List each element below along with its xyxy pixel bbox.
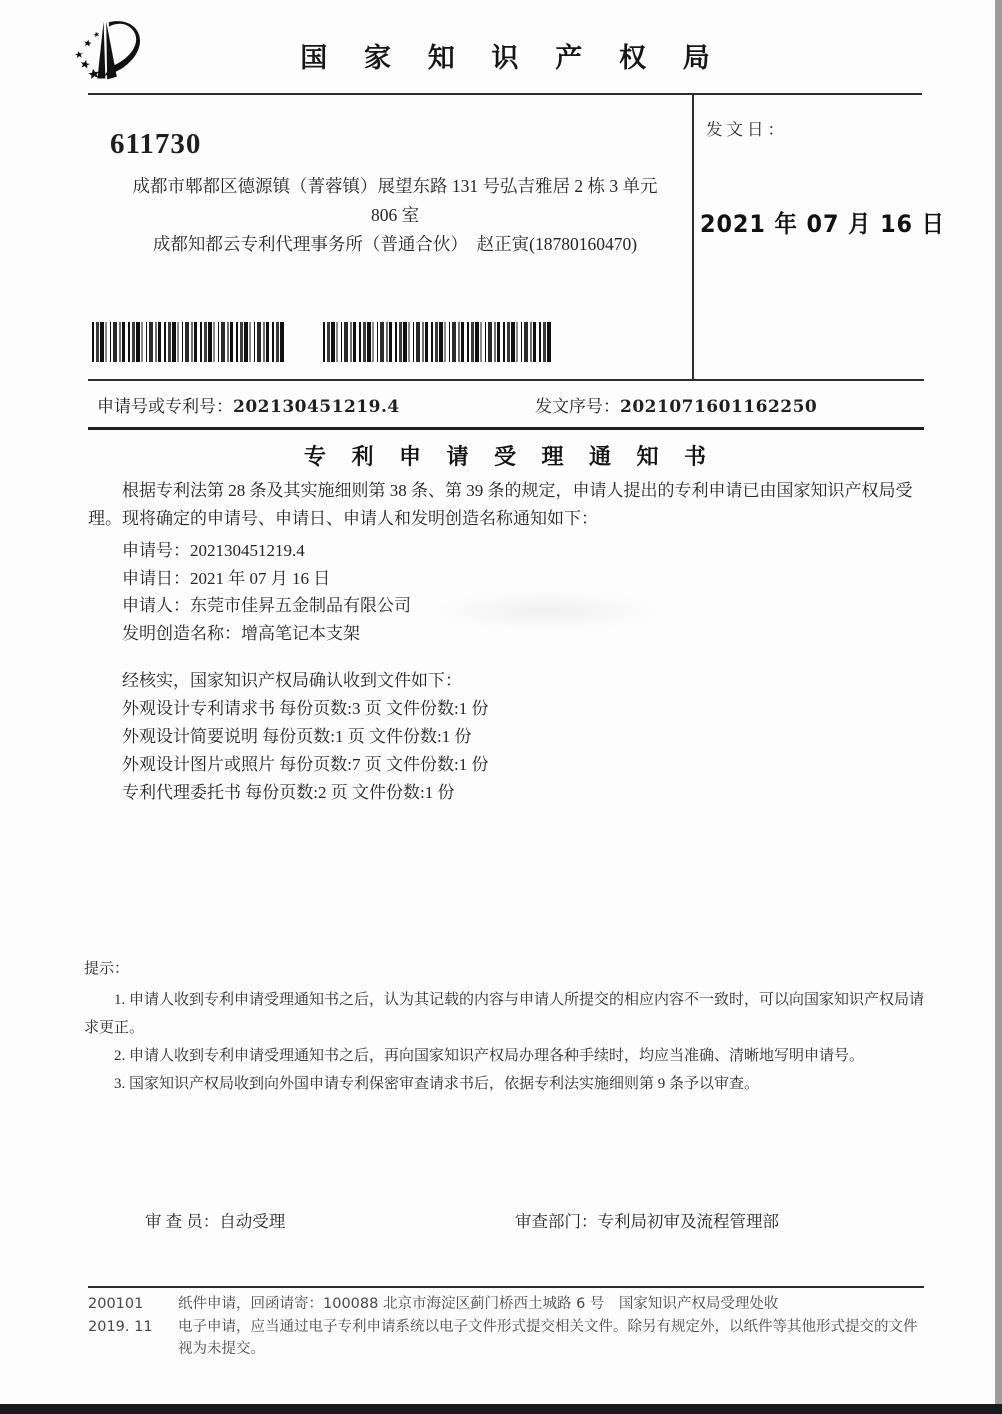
department-label: 审查部门：	[515, 1212, 598, 1231]
received-file-row: 专利代理委托书 每份页数:2 页 文件份数:1 份	[122, 783, 455, 802]
received-file-row: 外观设计专利请求书 每份页数:3 页 文件份数:1 份	[122, 699, 489, 718]
footer-efiling-line: 电子申请，应当通过电子专利申请系统以电子文件形式提交相关文件。除另有规定外，以纸件等其他形式提交的文件视为未提交。	[178, 1318, 918, 1357]
field-application-number	[122, 537, 411, 565]
scan-smudge	[432, 590, 662, 632]
agency-line: 成都知都云专利代理事务所（普通合伙） 赵正寅(18780160470)	[152, 234, 638, 254]
field-label: 申请号：	[122, 541, 190, 560]
scan-edge-right	[995, 0, 1002, 1414]
footer-instructions	[178, 1293, 926, 1361]
field-label: 申请人：	[122, 596, 190, 615]
tip-item-3: 3. 国家知识产权局收到向外国申请专利保密审查请求书后，依据专利法实施细则第 9 条予以审查。	[114, 1076, 760, 1092]
barcode-application	[92, 322, 284, 362]
department-row	[515, 1208, 779, 1232]
address-line-1: 成都市郫都区德源镇（菁蓉镇）展望东路 131 号弘吉雅居 2 栋 3 单元	[132, 176, 658, 196]
header-divider	[88, 93, 922, 95]
serial-number-value: 2021071601162250	[620, 397, 818, 417]
tips-heading: 提示：	[84, 961, 130, 977]
field-invention-title	[122, 620, 411, 648]
field-applicant	[122, 592, 411, 620]
scan-edge-bottom	[0, 1404, 1002, 1414]
field-value: 202130451219.4	[190, 541, 305, 560]
dispatch-date-label: 发文日：	[706, 120, 788, 139]
field-label: 申请日：	[122, 568, 190, 588]
field-application-date	[122, 565, 411, 593]
examiner-value: 自动受理	[219, 1212, 286, 1231]
barcode-divider	[88, 379, 924, 381]
notice-title: 专 利 申 请 受 理 通 知 书	[303, 444, 716, 469]
footer-paper-line: 纸件申请，回函请寄：100088 北京市海淀区蓟门桥西土城路 6 号 国家知识产权局受理处收	[178, 1296, 779, 1312]
notice-intro: 根据专利法第 28 条及其实施细则第 38 条、第 39 条的规定，申请人提出的专利申请已由国家知识产权局受理。现将确定的申请号、申请日、申请人和发明创造名称通知如下：	[88, 481, 913, 528]
department-value: 专利局初审及流程管理部	[597, 1212, 779, 1231]
received-file-row: 外观设计简要说明 每份页数:1 页 文件份数:1 份	[122, 727, 472, 746]
application-number-value: 202130451219.4	[233, 397, 400, 417]
footer-divider	[88, 1286, 924, 1288]
dispatch-date-value: 2021 年 07 月 16 日	[700, 210, 945, 238]
received-files-block	[122, 667, 488, 807]
field-value: 增高笔记本支架	[241, 623, 360, 643]
field-value: 2021 年 07 月 16 日	[190, 568, 331, 588]
received-heading: 经核实，国家知识产权局确认收到文件如下：	[122, 671, 462, 690]
postal-code: 611730	[110, 128, 202, 160]
tip-item-1: 1. 申请人收到专利申请受理通知书之后，认为其记载的内容与申请人所提交的相应内容不一致时，可以向国家知识产权局请求更正。	[84, 992, 925, 1036]
tips-section	[84, 957, 924, 1098]
form-code: 200101	[88, 1296, 144, 1312]
footer-form-codes	[88, 1293, 153, 1338]
examiner-label: 审 查 员：	[145, 1212, 220, 1231]
field-label: 发明创造名称：	[122, 623, 241, 643]
application-number-row	[97, 392, 400, 417]
address-line-2: 806 室	[370, 205, 420, 225]
form-code-date: 2019. 11	[88, 1318, 153, 1335]
received-file-row: 外观设计图片或照片 每份页数:7 页 文件份数:1 份	[122, 755, 489, 774]
numbers-divider	[88, 427, 924, 430]
org-title: 国 家 知 识 产 权 局	[300, 43, 725, 73]
serial-number-row	[535, 392, 817, 417]
examiner-row	[145, 1208, 285, 1232]
notice-fields	[122, 537, 411, 647]
serial-number-label: 发文序号：	[535, 397, 620, 416]
tip-item-2: 2. 申请人收到专利申请受理通知书之后，再向国家知识产权局办理各种手续时，均应当准确、清晰地写明申请号。	[114, 1048, 865, 1064]
application-number-label: 申请号或专利号：	[97, 397, 233, 416]
recipient-address	[95, 172, 695, 259]
barcode-serial	[323, 322, 551, 362]
field-value: 东莞市佳昇五金制品有限公司	[190, 596, 411, 615]
